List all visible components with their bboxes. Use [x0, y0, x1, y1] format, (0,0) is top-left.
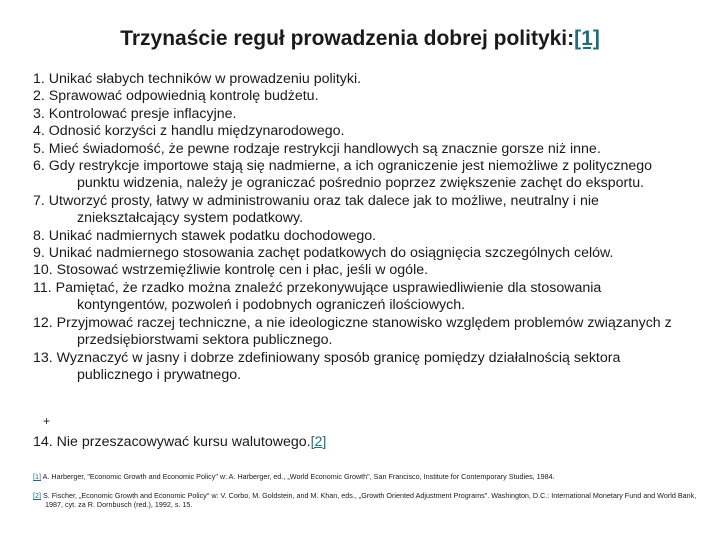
plus-sign: +	[43, 414, 51, 428]
list-item: 1. Unikać słabych techników w prowadzeniu polityki.	[33, 71, 362, 87]
title-text: Trzynaście reguł prowadzenia dobrej polityki:	[120, 27, 575, 50]
last-rule-footnote-link[interactable]: [2]	[310, 434, 327, 450]
list-item: 9. Unikać nadmiernego stosowania zachęt podatkowych do osiągnięcia szczególnych celów.	[33, 245, 614, 262]
list-item: 6. Gdy restrykcje importowe stają się nadmierne, a ich ograniczenie jest niemożliwe z politycznego punktu widzenia, należy je ograniczać pośrednio poprzez zwiększenie zachęt do eksportu.	[33, 158, 653, 192]
list-item: 12. Przyjmować raczej techniczne, a nie ideologiczne stanowisko względem problemów związanych z przedsiębiorstwami sektora publicznego.	[33, 314, 672, 349]
footnote-1-ref-link[interactable]: [1]	[33, 472, 41, 481]
list-item: 10. Stosować wstrzemięźliwie kontrolę cen i płac, jeśli w ogóle.	[33, 262, 429, 279]
list-item: 5. Mieć świadomość, że pewne rodzaje restrykcji handlowych są znacznie gorsze niż inne.	[33, 140, 601, 157]
title-footnote-link[interactable]: [1]	[574, 27, 600, 50]
footnote-1	[33, 472, 703, 481]
footnote-2	[33, 491, 715, 509]
list-item: 13. Wyznaczyć w jasny i dobrze zdefiniowany sposób granicę pomiędzy działalnością sektora publicznego i prywatnego.	[33, 349, 621, 383]
footnote-2-ref-link[interactable]: [2]	[33, 491, 41, 500]
last-rule-text: 14. Nie przeszacowywać kursu walutowego.	[33, 434, 311, 450]
rules-list	[33, 71, 693, 384]
list-item: 4. Odnosić korzyści z handlu międzynarodowego.	[33, 123, 345, 140]
list-item: 7. Utworzyć prosty, łatwy w administrowaniu oraz tak dalece jak to możliwe, neutralny i nie zniekształcający system podatkowy.	[33, 192, 599, 227]
last-rule	[33, 434, 326, 450]
list-item: 8. Unikać nadmiernych stawek podatku dochodowego.	[33, 227, 377, 244]
list-item: 11. Pamiętać, że rzadko można znaleźć przekonywujące usprawiedliwienie dla stosowania kontyngentów, pozwoleń i podobnych ograniczeń ilościowych.	[33, 279, 602, 314]
list-item: 3. Kontrolować presje inflacyjne.	[33, 105, 237, 122]
footnote-2-text: S. Fischer, „Economic Growth and Economic Policy" w: V. Corbo, M. Goldstein, and M. Khan, eds., „Growth Oriented Adjustment Programs". Washington, D.C.: International Monetary Fund and World Bank, 1987, cyt. za R. Dornbusch (red.), 1992, s. 15.	[41, 491, 697, 509]
footnote-1-text: A. Harberger, "Economic Growth and Economic Policy" w: A. Harberger, ed., „World Economic Growth", San Francisco, Institute for Contemporary Studies, 1984.	[41, 472, 555, 481]
slide-title	[0, 27, 720, 51]
list-item: 2. Sprawować odpowiednią kontrolę budżetu.	[33, 88, 319, 105]
